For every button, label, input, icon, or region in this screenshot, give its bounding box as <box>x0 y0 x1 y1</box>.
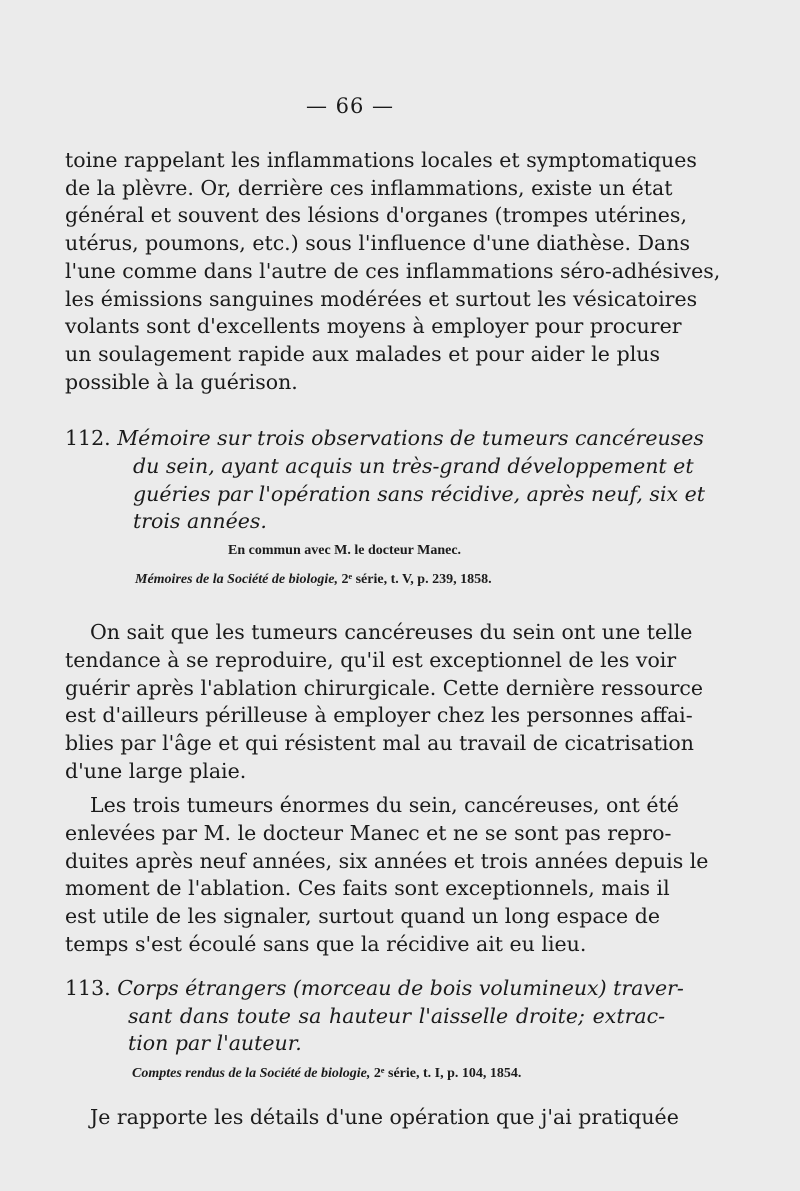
text-line: de la plèvre. Or, derrière ces inflammations, existe un état <box>65 176 673 200</box>
page-number: — 66 — <box>305 94 395 118</box>
entry-title-line: Mémoire sur trois observations de tumeurs cancéreuses <box>117 426 704 450</box>
text-line: un soulagement rapide aux malades et pour aider le plus <box>65 342 660 366</box>
entry-title-line: du sein, ayant acquis un très-grand développement et <box>133 454 694 478</box>
text-line: d'une large plaie. <box>65 759 247 783</box>
entry-number: 113. <box>65 976 111 1000</box>
text-line: possible à la guérison. <box>65 370 298 394</box>
entry-title-line: sant dans toute sa hauteur l'aisselle droite; extrac- <box>128 1004 665 1028</box>
coauthor-note: En commun avec M. le docteur Manec. <box>228 543 462 558</box>
text-line: toine rappelant les inflammations locales et symptomatiques <box>65 148 697 172</box>
text-line: Les trois tumeurs énormes du sein, cancéreuses, ont été <box>90 793 679 817</box>
text-line: tendance à se reproduire, qu'il est exceptionnel de les voir <box>65 648 677 672</box>
text-line: les émissions sanguines modérées et surtout les vésicatoires <box>65 287 698 311</box>
publication-details: 2ᵉ série, t. I, p. 104, 1854. <box>373 1066 522 1081</box>
text-line: est d'ailleurs périlleuse à employer chez les personnes affai- <box>65 703 693 727</box>
text-line: Je rapporte les détails d'une opération que j'ai pratiquée <box>90 1105 679 1129</box>
publication-details: 2ᵉ série, t. V, p. 239, 1858. <box>341 572 492 587</box>
text-line: enlevées par M. le docteur Manec et ne se sont pas repro- <box>65 821 672 845</box>
text-line: général et souvent des lésions d'organes (trompes utérines, <box>65 203 687 227</box>
text-line: guérir après l'ablation chirurgicale. Cette dernière ressource <box>65 676 704 700</box>
entry-113-first-line <box>65 975 684 1001</box>
journal-name: Comptes rendus de la Société de biologie, <box>132 1066 371 1081</box>
text-line: On sait que les tumeurs cancéreuses du sein ont une telle <box>90 620 693 644</box>
entry-title-line: Corps étrangers (morceau de bois volumineux) traver- <box>117 976 684 1000</box>
publication-reference <box>132 1066 521 1082</box>
text-line: duites après neuf années, six années et trois années depuis le <box>65 849 709 873</box>
publication-reference <box>135 572 492 588</box>
entry-title-line: guéries par l'opération sans récidive, après neuf, six et <box>133 482 705 506</box>
text-line: volants sont d'excellents moyens à employer pour procurer <box>65 314 682 338</box>
text-line: blies par l'âge et qui résistent mal au travail de cicatrisation <box>65 731 694 755</box>
entry-number: 112. <box>65 426 111 450</box>
text-line: l'une comme dans l'autre de ces inflammations séro-adhésives, <box>65 259 721 283</box>
text-line: utérus, poumons, etc.) sous l'influence d'une diathèse. Dans <box>65 231 690 255</box>
text-line: est utile de les signaler, surtout quand un long espace de <box>65 904 660 928</box>
text-line: temps s'est écoulé sans que la récidive ait eu lieu. <box>65 932 587 956</box>
journal-name: Mémoires de la Société de biologie, <box>135 572 338 587</box>
entry-112-first-line <box>65 425 704 451</box>
text-line: moment de l'ablation. Ces faits sont exceptionnels, mais il <box>65 876 670 900</box>
entry-title-line: trois années. <box>133 509 267 533</box>
entry-title-line: tion par l'auteur. <box>128 1031 302 1055</box>
